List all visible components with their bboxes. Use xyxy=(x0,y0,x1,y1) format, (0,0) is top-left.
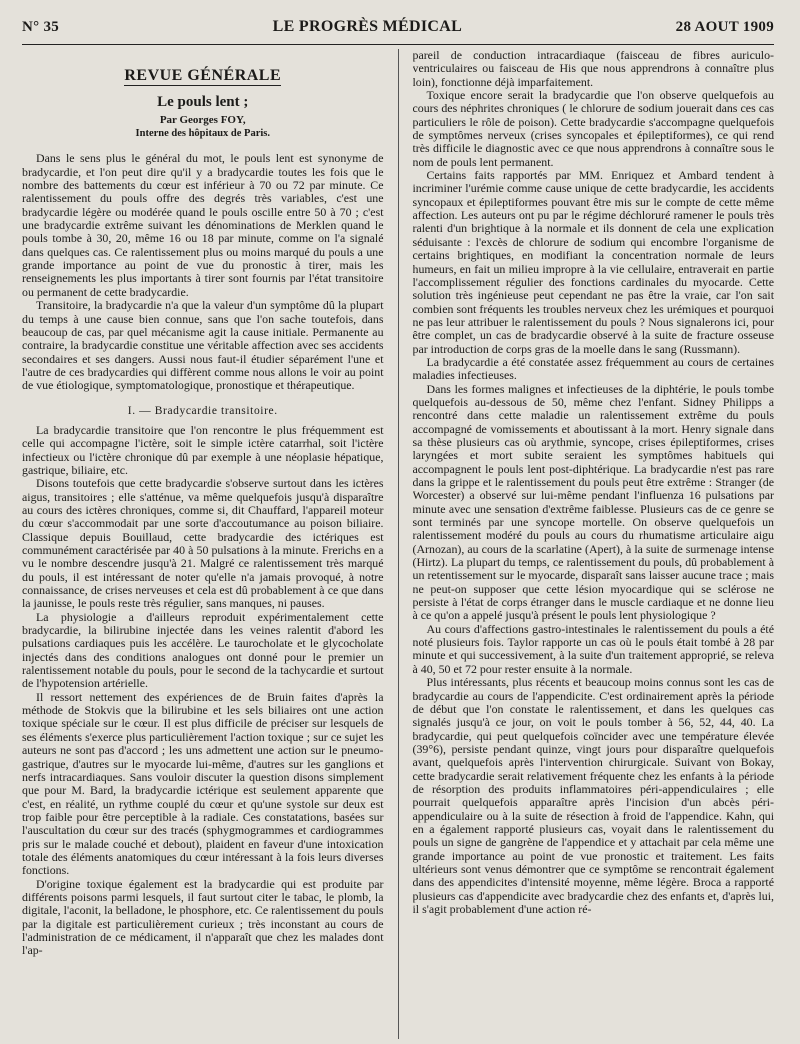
right-column xyxy=(413,49,775,1039)
paragraph: La bradycardie transitoire que l'on rencontre le plus fréquemment est celle qui accompagne l'ictère, soit le simple ictère catarrhal, soit l'ictère infectieux ou l'ictère chronique dû par exemple à une néoplasie hépatique, gastrique, biliaire, etc. xyxy=(22,422,384,477)
article-title: Le pouls lent ; xyxy=(157,94,249,111)
column-divider xyxy=(398,49,399,1039)
columns xyxy=(22,49,774,1039)
paragraph: Disons toutefois que cette bradycardie s'observe surtout dans les ictères aigus, transitoires ; elle s'atténue, va même quelquefois jusqu'à disparaître au cours des ictères chroniques, comme si, dit Chauffard, l'appareil moteur du cœur s'accommodait par une sorte d'accoutumance au poison biliaire. Classique depuis Bouillaud, cette bradycardie des ictériques est communément caractérisée par 40 à 50 pulsations à la minute. Frerichs en a vu le nombre descendre jusqu'à 21. Malgré ce ralentissement très marqué du pouls, il est intéressant de noter qu'elle n'a jamais provoqué, à notre connaissance, de crises nerveuses et cela est dû probablement à ce que dans la jaunisse, le pouls reste très régulier, sans manques, ni pauses. xyxy=(22,476,384,611)
paragraph: Il ressort nettement des expériences de de Bruin faites d'après la méthode de Stokvis que la bilirubine et les sels biliaires ont une action toxique spéciale sur le cœur. Il est plus difficile de préciser sur lesquels de ses éléments s'exerce plus particulièrement l'action toxique ; sur ce sujet les auteurs ne sont pas d'accord ; les uns admettent une action sur le pneumo-gastrique, d'autres sur le myocarde lui-même, d'autres sur les ganglions et nerfs intracardiaques. Sans vouloir discuter la question disons simplement que pour M. Bard, la bradycardie ictérique est seulement apparente que c'est, en réalité, un rythme couplé du cœur et qu'une systole sur deux est trop faible pour être perceptible à la radiale. Ces constatations, basées sur l'auscultation du cœur sur des tracés (sphygmogrammes et cardiogrammes pris sur le malade couché et debout), plaident en faveur d'une intoxication totale des éléments anatomiques du cœur intéressant à la fois leurs diverses fonctions. xyxy=(22,689,384,878)
paragraph: Transitoire, la bradycardie n'a que la valeur d'un symptôme dû la plupart du temps à une cause bien connue, sans que l'on sache toutefois, dans beaucoup de cas, par quel mécanisme agit la cause initiale. Permanente au contraire, la bradycardie constitue une véritable affection avec ses accidents secondaires et ses dangers. Aussi nous faut-il étudier séparément l'une et l'autre de ces bradycardies qui diffèrent comme nous allons le voir au point de vue étiologique, symptomatologique, pronostique et thérapeutique. xyxy=(22,298,384,393)
section-title: REVUE GÉNÉRALE xyxy=(124,67,282,84)
left-column xyxy=(22,49,384,1039)
affiliation: Interne des hôpitaux de Paris. xyxy=(135,128,270,140)
running-header xyxy=(22,18,774,40)
subheading: I. — Bradycardie transitoire. xyxy=(127,404,278,417)
paragraph: Au cours d'affections gastro-intestinales le ralentissement du pouls a été noté plusieurs fois. Taylor rapporte un cas où le pouls était tombé à 28 par minute et qui successivement, à la suite d'un traitement approprié, se releva à 40, 50 et 72 pour rester ensuite à la normale. xyxy=(412,621,775,676)
header-rule xyxy=(22,44,774,45)
paragraph: Dans les formes malignes et infectieuses de la diphtérie, le pouls tombe quelquefois au-dessous de 50, même chez l'enfant. Sidney Philipps a rencontré dans cette maladie un ralentissement extrême du pouls accompagné de vomissements et aboutissant à la mort. Henry signale dans sa thèse plusieurs cas où arythmie, syncope, crises épileptiformes, crises laryngées et mort subite seraient les symptômes habituels qui accompagnent le pouls lent post-diphtérique. La bradycardie n'est pas rare dans la grippe et le ralentissement du pouls peut être extrême : Stranger (de Worcester) a observé sur lui-même pendant l'influenza 16 pulsations par minute avec une sensation d'extrême faiblesse. Plusieurs cas de ce genre se sont terminés par une syncope mortelle. On observe quelquefois un ralentissement modéré du pouls au cours du rhumatisme articulaire aigu (Arnozan), au cours de la scarlatine (Apert), à la suite de surmenage intense (Hirtz). La plupart du temps, ce ralentissement du pouls, dû probablement à un retentissement sur le myocarde, disparaît sans laisser aucune trace ; mais ne peut-on supposer que cette lésion myocardique qui se sclérose ne persiste à l'état de corps étranger dans le muscle cardiaque et ne donne lieu à ce qu'on a appelé jusqu'à présent le pouls lent physiologique ? xyxy=(412,381,775,623)
journal-title: LE PROGRÈS MÉDICAL xyxy=(272,18,463,35)
byline: Par Georges FOY, xyxy=(159,113,246,126)
paragraph: pareil de conduction intracardiaque (faisceau de fibres auriculo-ventriculaires ou faisceau de His que nous apprendrons à connaître plus loin), fonctionne déjà imparfaitement. xyxy=(412,49,775,89)
paragraph: Certains faits rapportés par MM. Enriquez et Ambard tendent à incriminer l'urémie comme cause unique de cette bradycardie, les accidents syncopaux et épileptiformes pouvant être mis sur le compte de cette même affection. Les auteurs ont pu par le régime déchloruré ramener le pouls très ralenti d'un brightique à la normale et ils donnent de cela une explication séduisante : l'excès de chlorure de sodium qui encombre l'organisme de certains brightiques, en modifiant la concentration normale de leurs humeurs, en fait un milieu impropre à la vie cellulaire, entraverait en partie l'accomplissement régulier des fonctions cardinales du myocarde. Cette solution très ingénieuse peut cependant ne pas être la vraie, car l'on sait combien sont fréquents les troubles nerveux chez les urémiques et pourquoi ne pas leur attribuer le ralentissement du pouls ? Nous signalerons ici, pour être complet, un cas de bradycardie observé à la suite de fracture osseuse par introduction de corps gras de la moelle dans le sang (Russmann). xyxy=(412,168,775,356)
paragraph: La physiologie a d'ailleurs reproduit expérimentalement cette bradycardie, la bilirubine injectée dans les veines ralentit d'abord les pulsations cardiaques puis les accélère. Le taurocholate et le glycocholate injectés dans des conditions analogues ont donné pour le premier un ralentissement notable du pouls, pour le second de la tachycardie et surtout de l'hypotension artérielle. xyxy=(22,609,384,691)
paragraph: La bradycardie a été constatée assez fréquemment au cours de certaines maladies infectieuses. xyxy=(412,354,775,383)
paragraph: Toxique encore serait la bradycardie que l'on observe quelquefois au cours des néphrites chroniques ( le chlorure de sodium jouerait dans ces cas particuliers le rôle de poison). Cette bradycardie s'accompagne quelquefois de symptômes nerveux (crises syncopales et épileptiformes), ce qui rend très difficile le diagnostic avec ce que nous apprendrons à connaître sous le nom de pouls lent permanent. xyxy=(412,88,775,169)
paragraph: Dans le sens plus le général du mot, le pouls lent est synonyme de bradycardie, et l'on peut dire qu'il y a bradycardie toutes les fois que le nombre des battements du cœur est inférieur à 70 ou 72 par minute. Ce ralentissement du pouls offre des degrés très variables, c'est une bradycardie légère ou modérée quand le pouls oscille entre 50 à 70 ; c'est une bradycardie extrême suivant les dénominations de Merklen quand le pouls tombe à 30, 20, même 16 ou 18 par minute, comme on l'a signalé dans quelques cas. Ce ralentissement plus ou moins marqué du pouls a une grande importance au point de vue du pronostic à tirer, mais les renseignements les plus importants à tirer sont fournis par l'état transitoire ou permanent de cette bradycardie. xyxy=(22,151,384,299)
paragraph: D'origine toxique également est la bradycardie qui est produite par différents poisons parmi lesquels, il faut surtout citer le tabac, le plomb, la digitale, l'aconit, la belladone, le phosphore, etc. Ce ralentissement du pouls par la digitale est particulièrement curieux ; très inconstant au cours de l'administration de ce médicament, il n'apparaît que chez les malades dont l'ap- xyxy=(22,876,384,958)
issue-date: 28 AOUT 1909 xyxy=(675,19,774,35)
issue-number: N° 35 xyxy=(22,19,60,35)
paragraph: Plus intéressants, plus récents et beaucoup moins connus sont les cas de bradycardie au cours de l'appendicite. C'est ordinairement après la période de début que l'on constate le ralentissement, et dans les quelques cas signalés jusqu'à ce jour, on voit le pouls tomber à 56, 52, 44, 40. La bradycardie, qui peut quelquefois coïncider avec une température élevée (39°6), persiste pendant quinze, vingt jours pour disparaître quelquefois avant, quelquefois après l'intervention chirurgicale. Suivant von Bokay, cette bradycardie serait relativement fréquente chez les enfants à la période de résorption des produits inflammatoires péri-appendiculaires ; elle pourrait quelquefois apparaître après l'incision d'un abcès péri-appendiculaire ou à la suite de résection à froid de l'appendice. Kahn, qui en a également rapporté plusieurs cas, voyait dans le ralentissement du pouls un signe de gangrène de l'appendice et y attachait par cela même une grande importance au point de vue pronostic et traitement. Les faits ultérieurs sont venus démontrer que ce symptôme se rencontrait également dans des appendicites d'intensité moyenne, même légère. Broca a rapporté plusieurs cas d'appendicite avec bradycardie chez des enfants et, d'après lui, il s'agit probablement d'une action ré- xyxy=(412,675,775,916)
